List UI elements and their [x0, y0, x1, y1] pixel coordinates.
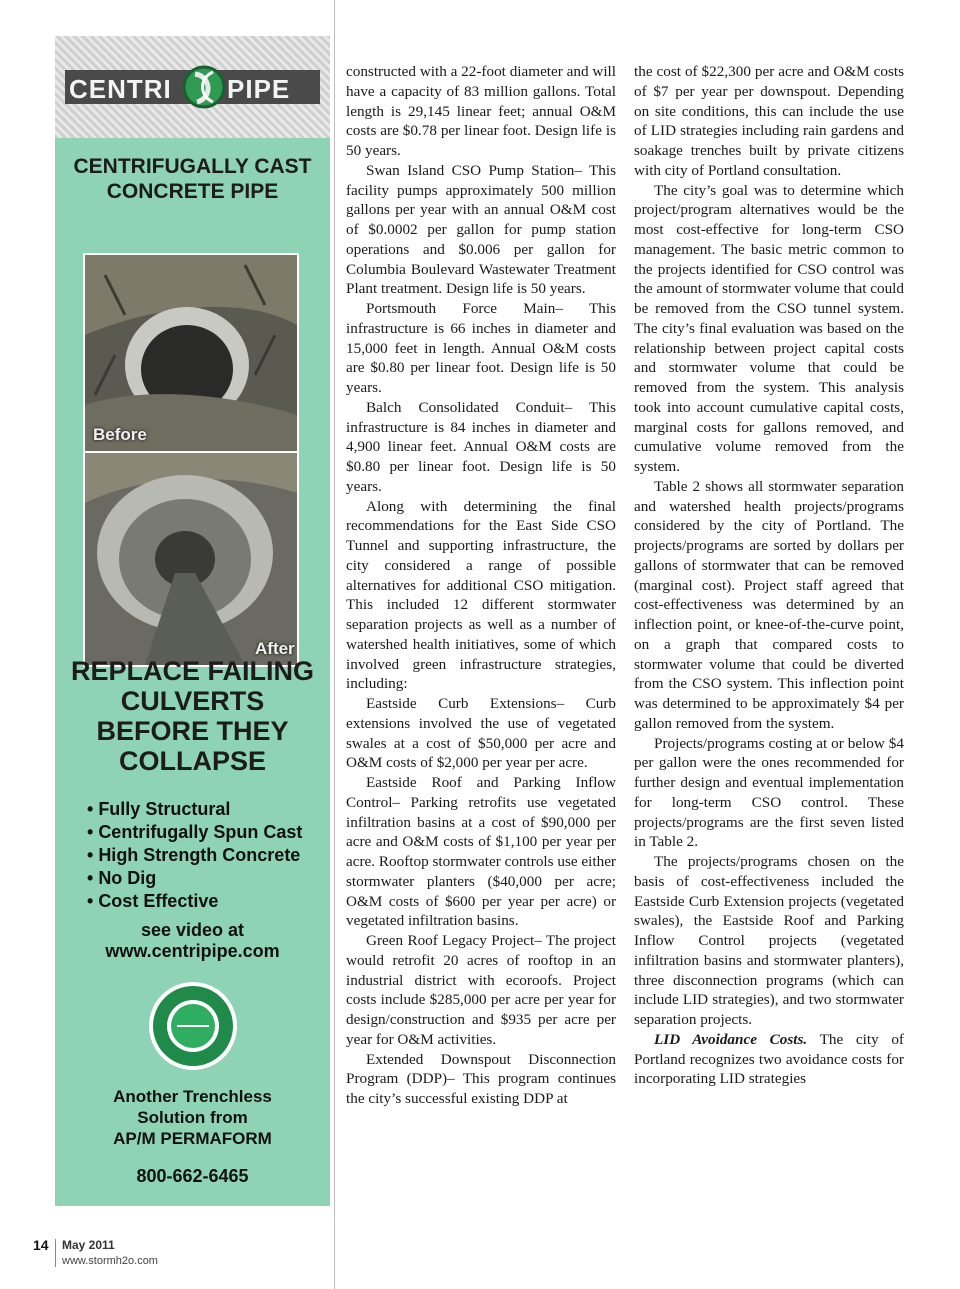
article-paragraph: Balch Consolidated Conduit– This infrastructure is 84 inches in diameter and 4,900 linear feet. Annual O&M costs are $0.80 per linear foot. Design life is 50 years.: [346, 398, 616, 495]
slogan-line-4: COLLAPSE: [118, 746, 266, 776]
ad-feature-item: • No Dig: [87, 867, 302, 890]
ad-tagline: [55, 1086, 330, 1149]
footer-divider: [55, 1239, 56, 1267]
website-link[interactable]: www.stormh2o.com: [62, 1255, 158, 1267]
tagline-line-3: AP/M PERMAFORM: [113, 1129, 272, 1148]
ad-website-link[interactable]: www.centripipe.com: [105, 941, 280, 961]
ad-feature-item: • High Strength Concrete: [87, 844, 302, 867]
issue-date: May 2011: [62, 1238, 115, 1252]
ad-main-slogan: [55, 656, 330, 776]
tagline-line-1: Another Trenchless: [113, 1087, 272, 1106]
article-paragraph: Extended Downspout Disconnection Program (DDP)– This program continues the city’s successful existing DDP at: [346, 1050, 616, 1107]
article-paragraph: The projects/programs chosen on the basis of cost-effectiveness included the Eastside Curb Extension projects (vegetated swales), the Eastside Roof and Parking Inflow Control projects (vegetated infiltration basins and stormwater planters), three disconnection programs (which can include LID strategies), and two stormwater separation projects.: [634, 853, 904, 1028]
ad-video-callout: [55, 920, 330, 962]
ad-feature-list: [87, 798, 302, 913]
ad-feature-item: • Centrifugally Spun Cast: [87, 821, 302, 844]
brand-right: PIPE: [227, 74, 291, 104]
article-paragraph: Eastside Curb Extensions– Curb extensions involved the use of vegetated swales at a cost of $50,000 per acre and O&M costs of $2,000 per year per acre.: [346, 695, 616, 772]
permaform-seal-icon: [147, 980, 239, 1072]
article-paragraph: Eastside Roof and Parking Inflow Control– Parking retrofits use vegetated infiltration basins at a cost of $90,000 per acre and O&M costs of $1,100 per year per acre. Rooftop stormwater controls use either stormwater planters ($40,000 per acre; O&M costs of $600 per year per acre) or vegetated infiltration basins.: [346, 774, 616, 930]
article-paragraph: Swan Island CSO Pump Station– This facility pumps approximately 500 million gallons per year with an annual O&M cost of $0.0002 per gallon for pump station operations and $0.006 per gallon for Columbia Boulevard Wastewater Treatment Plant treatment. Design life is 50 years.: [346, 161, 616, 298]
article-paragraph: Green Roof Legacy Project– The project would retrofit 20 acres of rooftop in an industrial district with ecoroofs. Project costs include $285,000 per acre per year for design/construction and $935 per acre per year for O&M activities.: [346, 932, 616, 1048]
article-column-1: [346, 62, 616, 1109]
after-culvert-image: [85, 453, 297, 665]
ad-feature-item: • Fully Structural: [87, 798, 302, 821]
article-paragraph: the cost of $22,300 per acre and O&M costs of $7 per year per downspout. Depending on site conditions, this can include the use of LID strategies including rain gardens and soakage trenches built by private citizens with city of Portland consultation.: [634, 63, 904, 179]
article-paragraph: Along with determining the final recommendations for the East Side CSO Tunnel and supporting infrastructure, the city considered a range of possible alternatives for additional CSO mitigation. This included 12 different stormwater separation projects as well as a number of watershed health initiatives, some of which involved green infrastructure strategies, including:: [346, 497, 616, 693]
after-culvert-photo: [83, 451, 299, 667]
slogan-line-1: REPLACE FAILING: [70, 656, 314, 686]
ad-headline: [55, 154, 330, 204]
article-paragraph: [634, 1030, 904, 1089]
article-column-2: [634, 62, 904, 1089]
article-paragraph: constructed with a 22-foot diameter and will have a capacity of 83 million gallons. Total length is 29,145 linear feet; annual O&M costs are $0.78 per linear foot. Design life is 50 years.: [346, 63, 616, 159]
ad-headline-line-1: CENTRIFUGALLY CAST: [73, 155, 312, 178]
ad-logo-banner: [55, 36, 330, 138]
page-number: 14: [33, 1237, 49, 1253]
slogan-line-2: CULVERTS: [120, 686, 265, 716]
section-lead-in: LID Avoidance Costs.: [654, 1030, 808, 1048]
article-paragraph: The city’s goal was to determine which project/program alternatives would be the most cost-effective for long-term CSO management. The basic metric common to the projects identified for CSO control was the amount of stormwater volume that could be removed from the CSO tunnel system. The city’s final evaluation was based on the relationship between project capital costs and stormwater volume that could be removed from the system. This analysis took into account cumulative capital costs, marginal costs for gallons removed, and cumulative volume removed from the system.: [634, 181, 904, 475]
ad-headline-line-2: CONCRETE PIPE: [106, 180, 279, 203]
column-divider: [334, 0, 335, 1289]
centripipe-advertisement[interactable]: [55, 36, 330, 1206]
article-paragraph: Projects/programs costing at or below $4 per gallon were the ones recommended for further design and eventual implementation for long-term CSO control. These projects/programs are the first seven listed in Table 2.: [634, 734, 904, 851]
centripipe-logo-icon: [181, 58, 227, 116]
section-lead-text: The city of Portland recognizes two avoidance costs for incorporating LID strategies: [634, 1030, 904, 1088]
ad-feature-item: • Cost Effective: [87, 890, 302, 913]
article-paragraph: Table 2 shows all stormwater separation and watershed health projects/programs considered by the city of Portland. The projects/programs are sorted by dollars per gallons of stormwater that can be removed (marginal cost). Project staff agreed that cost-effectiveness was determined by an inflection point, or knee-of-the-curve point, on a graph that compared costs to stormwater volume that could be diverted from the CSO system. This inflection point was determined to be approximately $4 per gallon removed from the system.: [634, 477, 904, 732]
ad-phone-number[interactable]: 800-662-6465: [136, 1166, 249, 1186]
tagline-line-2: Solution from: [137, 1108, 248, 1127]
slogan-line-3: BEFORE THEY: [96, 716, 289, 746]
before-label: Before: [93, 425, 147, 444]
after-label: After: [255, 639, 295, 658]
brand-left: CENTRI: [69, 74, 172, 104]
before-culvert-photo: [83, 253, 299, 453]
article-paragraph: Portsmouth Force Main– This infrastructure is 66 inches in diameter and 15,000 feet in length. Annual O&M costs are $0.80 per linear foot. Design life is 50 years.: [346, 300, 616, 396]
video-prompt: see video at: [140, 920, 245, 940]
before-culvert-image: [85, 255, 297, 451]
